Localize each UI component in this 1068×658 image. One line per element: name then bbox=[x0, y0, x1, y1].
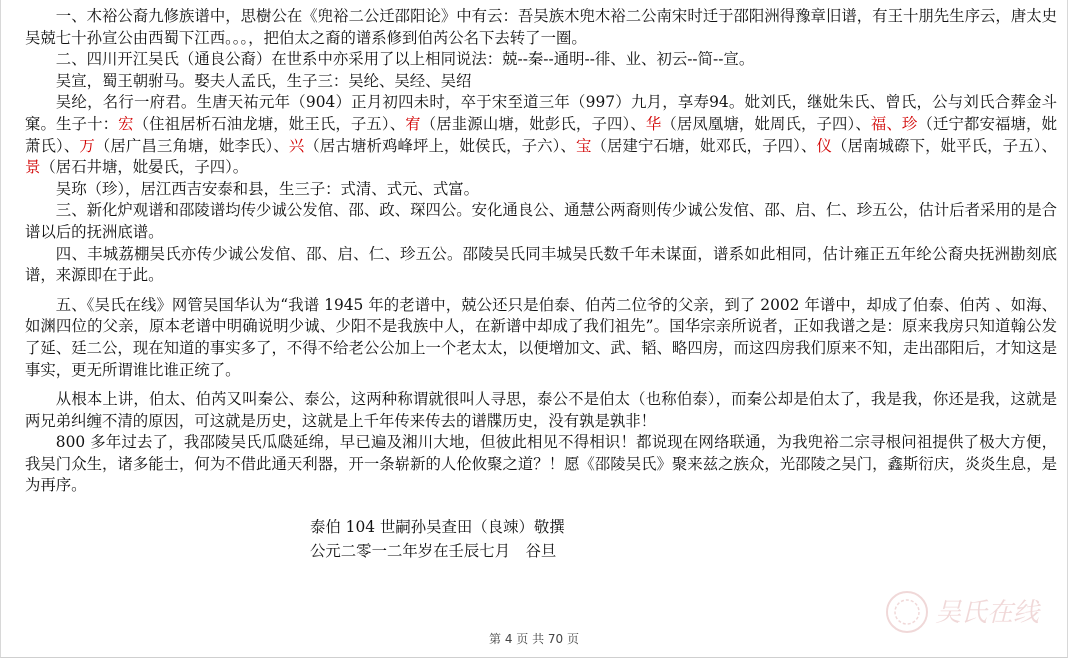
p4-text: （居古塘析鸡峰坪上，妣侯氏，子六）、 bbox=[304, 136, 576, 155]
paragraph-9: 从根本上讲，伯太、伯芮又叫秦公、泰公，这两种称谓就很叫人寻思，泰公不是伯太（也称伯泰），而秦公却是伯太了，我是我，你还是我，这就是两兄弟纠缠不清的原因，可这就是历史，这就是上千年传来传去的谱牒历史，没有孰是孰非！ bbox=[25, 390, 1057, 430]
paragraph-gap bbox=[25, 287, 1057, 295]
son-name: 福、珍 bbox=[870, 114, 918, 133]
son-name: 仪 bbox=[816, 136, 833, 155]
document-body bbox=[25, 6, 1057, 563]
p4-text: 吴纶，名行一府君。生唐天祐元年（904）正月初四未时，卒于宋至道三年（997）九月，享寿94。妣刘氏，继妣朱氏、曾氏，公与刘氏合葬金斗窠。生子十： bbox=[25, 93, 1057, 133]
paragraph-7: 四、丰城荔棚吴氏亦传少诚公发倌、邵、启、仁、珍五公。邵陵吴氏同丰城吴氏数千年未谋面，谱系如此相同，估计雍正五年纶公裔央抚洲勘刻底谱，来源即在于此。 bbox=[25, 244, 1057, 285]
paragraph-2: 二、四川开江吴氏（通良公裔）在世系中亦采用了以上相同说法：兢--秦--通明--徘、业、初云--简--宣。 bbox=[55, 50, 755, 69]
signature-author: 泰伯 104 世嗣孙吴查田（良竦）敬撰 bbox=[310, 518, 565, 537]
p4-text: （居建宁石塘，妣邓氏，子四）、 bbox=[591, 136, 817, 155]
p4-text: （住祖居析石油龙塘，妣王氏，子五）、 bbox=[133, 114, 406, 133]
paragraph-gap bbox=[25, 381, 1057, 389]
signature-block bbox=[25, 515, 1057, 563]
watermark-seal-ring bbox=[887, 592, 927, 632]
page-footer: 第 4 页 共 70 页 bbox=[489, 632, 579, 646]
son-name: 宥 bbox=[405, 114, 421, 133]
paragraph-10: 800 多年过去了，我邵陵吴氏瓜瓞延绵，早已遍及湘川大地，但彼此相见不得相识！都说现在网络联通，为我兜裕二宗寻根问祖提供了极大方便，我吴门众生，诸多能士，何为不借此通天利器，开一条崭新的人伦攸聚之道？！愿《邵陵吴氏》聚来兹之族众，光邵陵之吴门，鑫斯衍庆，炎炎生息，是为再序。 bbox=[25, 433, 1057, 495]
watermark-seal-inner bbox=[895, 600, 919, 624]
paragraph-3: 吴宣，蜀王朝驸马。娶夫人孟氏，生子三：吴纶、吴经、吴绍 bbox=[55, 71, 472, 90]
p4-text: （居广昌三角塘，妣李氏）、 bbox=[94, 136, 289, 155]
son-name: 宝 bbox=[575, 136, 592, 155]
son-name: 景 bbox=[25, 158, 41, 177]
son-name: 兴 bbox=[288, 136, 305, 155]
p4-text: （居石井塘，妣晏氏，子四）。 bbox=[40, 158, 249, 177]
signature-date: 公元二零一二年岁在壬辰七月 谷旦 bbox=[310, 542, 557, 561]
paragraph-8: 五、《吴氏在线》网管吴国华认为“我谱 1945 年的老谱中，兢公还只是伯泰、伯芮二位爷的父亲，到了 2002 年谱中，却成了伯泰、伯芮 、如海、如渊四位的父亲，原本老谱中明确说明少诚、少阳不是我族中人，在新谱中却成了我们祖先”。国华宗亲所说者，正如我谱之是：原来我房只知道翰公发了延、廷二公，现在知道的事实多了，不得不给老公公加上一个老太太，以便增加文、武、韬、略四房，而这四房我们原来不知，走出邵阳后，才知这是事实，更无所谓谁比谁正统了。 bbox=[25, 295, 1057, 379]
p4-text: （居凤凰塘，妣周氏，子四）、 bbox=[661, 114, 871, 133]
p4-text: （居韭源山塘，妣彭氏，子四）、 bbox=[420, 114, 646, 133]
p4-text: （迁宁都安福塘，妣萧氏）、 bbox=[25, 114, 1057, 155]
son-name: 万 bbox=[79, 136, 95, 155]
paragraph-5: 吴珎（珍），居江西吉安泰和县，生三子：式清、式元、式富。 bbox=[55, 179, 480, 198]
p4-text: （居南城磜下，妣平氏，子五）、 bbox=[832, 136, 1057, 155]
paragraph-1: 一、木裕公裔九修族谱中，思樹公在《兜裕二公迁邵阳论》中有云：吾吴族木兜木裕二公南宋时迁于邵阳洲得豫章旧谱，有王十朋先生序云，唐太史吴兢七十孙宣公由西蜀下江西。。。，把伯太之裔的谱系修到伯芮公名下去转了一圈。 bbox=[25, 7, 1057, 47]
son-name: 宏 bbox=[118, 114, 134, 133]
paragraph-4 bbox=[25, 92, 1057, 178]
paragraph-6: 三、新化炉观谱和邵陵谱均传少诚公发倌、邵、政、琛四公。安化通良公、通慧公两裔则传少诚公发倌、邵、启、仁、珍五公，估计后者采用的是合谱以后的抚洲底谱。 bbox=[25, 201, 1057, 241]
watermark-text: 吴氏在线 bbox=[935, 598, 1040, 628]
son-name: 华 bbox=[645, 114, 662, 133]
